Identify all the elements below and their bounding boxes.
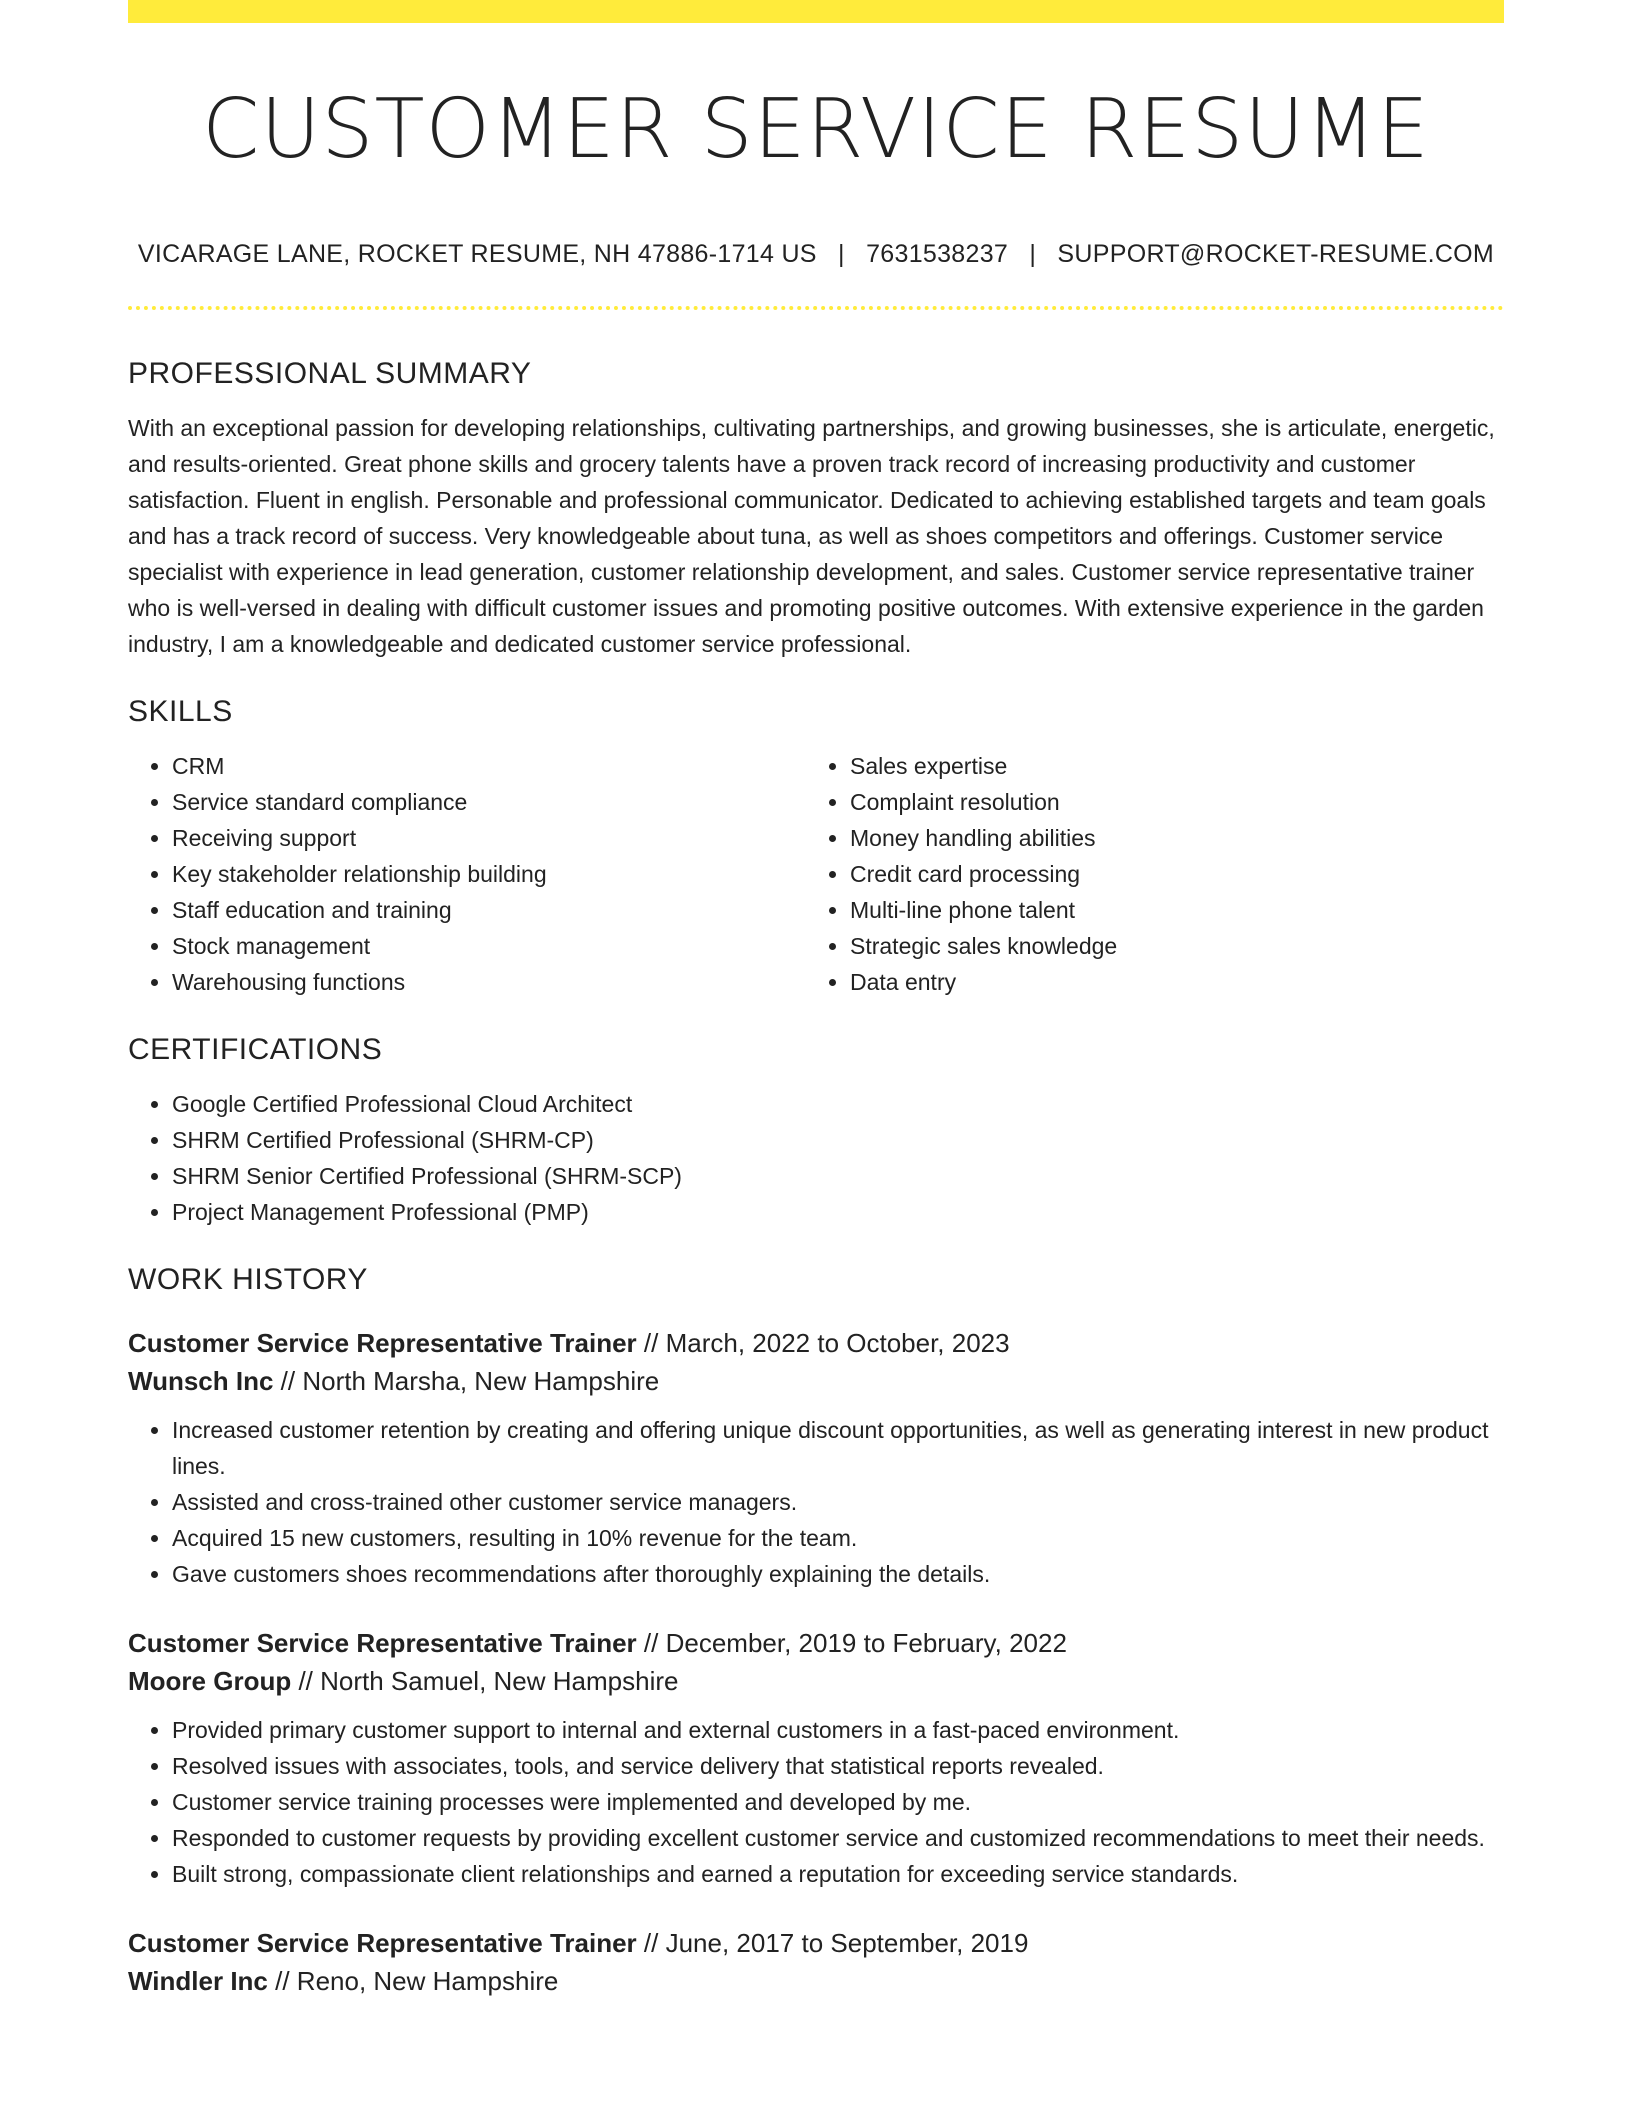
contact-address: VICARAGE LANE, ROCKET RESUME, NH 47886-1714 US [137, 240, 817, 268]
resume-title: CUSTOMER SERVICE RESUME [202, 82, 1430, 177]
skill-item: • Warehousing functions [172, 964, 806, 1000]
job-company: Windler Inc [128, 1966, 268, 1996]
job-entry [128, 1624, 1504, 1892]
resume-content [128, 352, 1504, 2000]
skill-item: • Strategic sales knowledge [850, 928, 1450, 964]
skill-item: • CRM [172, 748, 806, 784]
work-history-section [128, 1258, 1504, 2000]
certification-item: • SHRM Senior Certified Professional (SHRM-SCP) [172, 1158, 1504, 1194]
certification-item: • Project Management Professional (PMP) [172, 1194, 1504, 1230]
certifications-list [128, 1086, 1504, 1230]
work-history-heading: WORK HISTORY [128, 1263, 368, 1296]
skill-item: • Stock management [172, 928, 806, 964]
job-title: Customer Service Representative Trainer [128, 1928, 637, 1958]
contact-separator: | [838, 240, 845, 268]
job-bullet: • Responded to customer requests by providing excellent customer service and customized recommendations to meet their needs. [172, 1820, 1504, 1856]
summary-section [128, 352, 1504, 662]
job-title: Customer Service Representative Trainer [128, 1328, 637, 1358]
skills-section [128, 690, 1504, 1000]
certification-item: • SHRM Certified Professional (SHRM-CP) [172, 1122, 1504, 1158]
skill-item: • Sales expertise [850, 748, 1450, 784]
job-bullet: • Customer service training processes were implemented and developed by me. [172, 1784, 1504, 1820]
dotted-divider [128, 306, 1504, 310]
skills-left-list [128, 748, 806, 1000]
job-entry [128, 1324, 1504, 1592]
skill-item: • Key stakeholder relationship building [172, 856, 806, 892]
certification-item: • Google Certified Professional Cloud Architect [172, 1086, 1504, 1122]
skill-item: • Complaint resolution [850, 784, 1450, 820]
skill-item: • Staff education and training [172, 892, 806, 928]
contact-separator: | [1029, 240, 1037, 268]
skill-item: • Service standard compliance [172, 784, 806, 820]
skill-item: • Data entry [850, 964, 1450, 1000]
job-bullet: • Provided primary customer support to internal and external customers in a fast-paced environment. [172, 1712, 1504, 1748]
job-bullet: • Resolved issues with associates, tools, and service delivery that statistical reports revealed. [172, 1748, 1504, 1784]
skills-columns [128, 748, 1504, 1000]
job-dates: // December, 2019 to February, 2022 [643, 1628, 1067, 1658]
job-dates: // March, 2022 to October, 2023 [643, 1328, 1010, 1358]
job-title: Customer Service Representative Trainer [128, 1628, 637, 1658]
skill-item: • Money handling abilities [850, 820, 1450, 856]
skill-item: • Credit card processing [850, 856, 1450, 892]
job-company-line [128, 1362, 1504, 1400]
contact-email: SUPPORT@ROCKET-RESUME.COM [1057, 240, 1495, 268]
job-location: // Reno, New Hampshire [275, 1966, 559, 1996]
skills-right-list [806, 748, 1450, 1000]
job-location: // North Marsha, New Hampshire [280, 1366, 660, 1396]
job-location: // North Samuel, New Hampshire [298, 1666, 679, 1696]
job-bullet: • Gave customers shoes recommendations after thoroughly explaining the details. [172, 1556, 1504, 1592]
job-company-line [128, 1662, 1504, 1700]
job-bullet: • Built strong, compassionate client relationships and earned a reputation for exceeding service standards. [172, 1856, 1504, 1892]
certifications-heading: CERTIFICATIONS [128, 1033, 383, 1066]
job-company: Wunsch Inc [128, 1366, 274, 1396]
accent-bar [128, 0, 1504, 23]
job-bullet: • Acquired 15 new customers, resulting in 10% revenue for the team. [172, 1520, 1504, 1556]
contact-phone: 7631538237 [866, 240, 1009, 268]
job-dates: // June, 2017 to September, 2019 [643, 1928, 1029, 1958]
job-bullets [128, 1712, 1504, 1892]
job-title-line [128, 1924, 1504, 1962]
summary-heading: PROFESSIONAL SUMMARY [128, 357, 532, 390]
job-bullet: • Assisted and cross-trained other customer service managers. [172, 1484, 1504, 1520]
summary-text: With an exceptional passion for developing relationships, cultivating partnerships, and growing businesses, she is articulate, energetic, and results-oriented. Great phone skills and grocery talents have a proven track record of increasing productivity and customer satisfaction. Fluent in english. Personable and professional communicator. Dedicated to achieving established targets and team goals and has a track record of success. Very knowledgeable about tuna, as well as shoes competitors and offerings. Customer service specialist with experience in lead generation, customer relationship development, and sales. Customer service representative trainer who is well-versed in dealing with difficult customer issues and promoting positive outcomes. With extensive experience in the garden industry, I am a knowledgeable and dedicated customer service professional. [128, 415, 1495, 657]
contact-line [128, 236, 1504, 272]
certifications-section [128, 1028, 1504, 1230]
skills-heading: SKILLS [128, 695, 233, 728]
job-company: Moore Group [128, 1666, 292, 1696]
skill-item: • Receiving support [172, 820, 806, 856]
job-bullet: • Increased customer retention by creating and offering unique discount opportunities, as well as generating interest in new product lines. [172, 1412, 1504, 1484]
job-entry [128, 1924, 1504, 2000]
job-company-line [128, 1962, 1504, 2000]
job-bullets [128, 1412, 1504, 1592]
skill-item: • Multi-line phone talent [850, 892, 1450, 928]
job-title-line [128, 1324, 1504, 1362]
job-title-line [128, 1624, 1504, 1662]
